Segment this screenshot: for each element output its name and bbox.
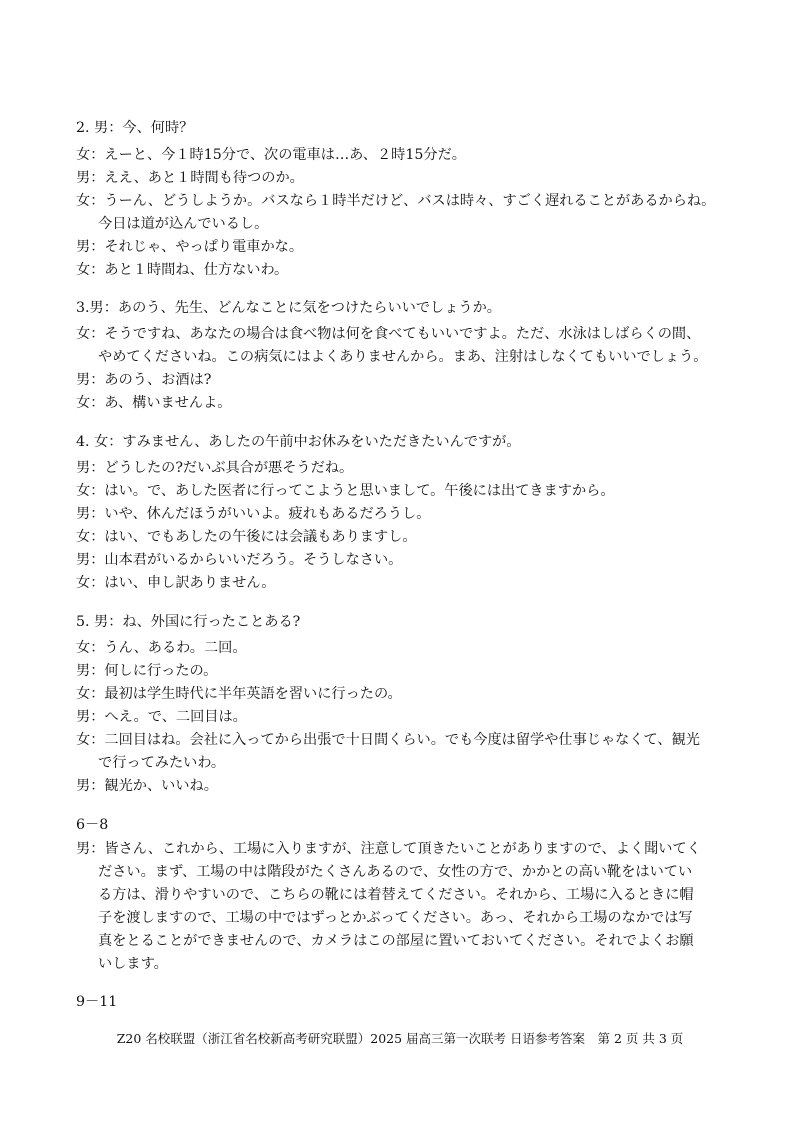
dialogue-line: 女：あ、構いませんよ。 (76, 395, 232, 411)
dialogue-line: 男：皆さん、これから、工場に入りますが、注意して頂きたいことがありますので、よく聞いてく (76, 841, 701, 857)
dialogue-line: 男：あのう、お酒は? (76, 372, 212, 388)
dialogue-line: 男：どうしたの?だいぶ具合が悪そうだね。 (76, 460, 354, 476)
dialogue-line: 男：ええ、あと１時間も待つのか。 (76, 170, 304, 186)
dialogue-line-continuation: ださい。まず、工場の中は階段がたくさんあるので、女性の方で、かかとの高い靴をはいてい (98, 864, 693, 880)
dialogue-line: 女：二回目はね。会社に入ってから出張で十日間くらい。でも今度は留学や仕事じゃなくて、観光 (76, 732, 700, 748)
dialogue-line-continuation: 真をとることができませんので、カメラはこの部屋に置いておいてください。それでよくお願 (98, 933, 694, 949)
dialogue-line: 女：うん、あるわ。二回。 (76, 640, 247, 656)
dialogue-line: 4. 女：すみません、あしたの午前中お休みをいただきたいんですが。 (76, 434, 521, 450)
section-heading: 6－8 (76, 817, 109, 833)
dialogue-line-continuation: いします。 (98, 956, 168, 972)
dialogue-line: 女：そうですね、あなたの場合は食べ物は何を食べてもいいですよ。ただ、水泳はしばらくの間、 (76, 326, 701, 342)
page-footer: Z20 名校联盟（浙江省名校新高考研究联盟）2025 届高三第一次联考 日语参考答案 第 2 页 共 3 页 (116, 1031, 684, 1046)
section-heading: 9－11 (76, 994, 118, 1010)
dialogue-line: 女：うーん、どうしようか。バスなら１時半だけど、バスは時々、すごく遅れることがあるからね。 (76, 193, 716, 209)
dialogue-line: 男：観光か、いいね。 (76, 778, 218, 794)
dialogue-line: 女：えーと、今１時15分で、次の電車は…あ、２時15分だ。 (76, 147, 466, 163)
dialogue-line: 男：何しに行ったの。 (76, 663, 218, 679)
dialogue-line: 女：はい、でもあしたの午後には会議もありますし。 (76, 529, 417, 545)
dialogue-line: 女：はい、申し訳ありません。 (76, 575, 276, 591)
dialogue-line: 男：いや、休んだほうがいいよ。疲れもあるだろうし。 (76, 506, 431, 522)
dialogue-line: 男：へえ。で、二回目は。 (76, 709, 247, 725)
dialogue-line-continuation: 子を渡しますので、工場の中ではずっとかぶってください。あっ、それから工場のなかでは写 (98, 910, 693, 926)
dialogue-line: 2. 男：今、何時？ (76, 120, 194, 136)
dialogue-line: 5. 男：ね、外国に行ったことある? (76, 614, 301, 630)
dialogue-line: 女：最初は学生時代に半年英語を習いに行ったの。 (76, 686, 402, 702)
dialogue-line: 3.男：あのう、先生、どんなことに気をつけたらいいでしょうか。 (76, 300, 501, 316)
dialogue-line: 男：山本君がいるからいいだろう。そうしなさい。 (76, 552, 403, 568)
dialogue-line-continuation: やめてくださいね。この病気にはよくありませんから。まあ、注射はしなくてもいいでしょう。 (98, 349, 708, 365)
dialogue-line-continuation: で行ってみたいわ。 (98, 755, 226, 771)
dialogue-line-continuation: 今日は道が込んでいるし。 (98, 216, 269, 232)
dialogue-line: 男：それじゃ、やっぱり電車かな。 (76, 239, 304, 255)
dialogue-line: 女：あと１時間ね、仕方ないわ。 (76, 262, 289, 278)
dialogue-line: 女：はい。で、あした医者に行ってこようと思いまして。午後には出てきますから。 (76, 483, 615, 499)
dialogue-line-continuation: る方は、滑りやすいので、こちらの靴には着替えてください。それから、工場に入るときに帽 (98, 887, 694, 903)
